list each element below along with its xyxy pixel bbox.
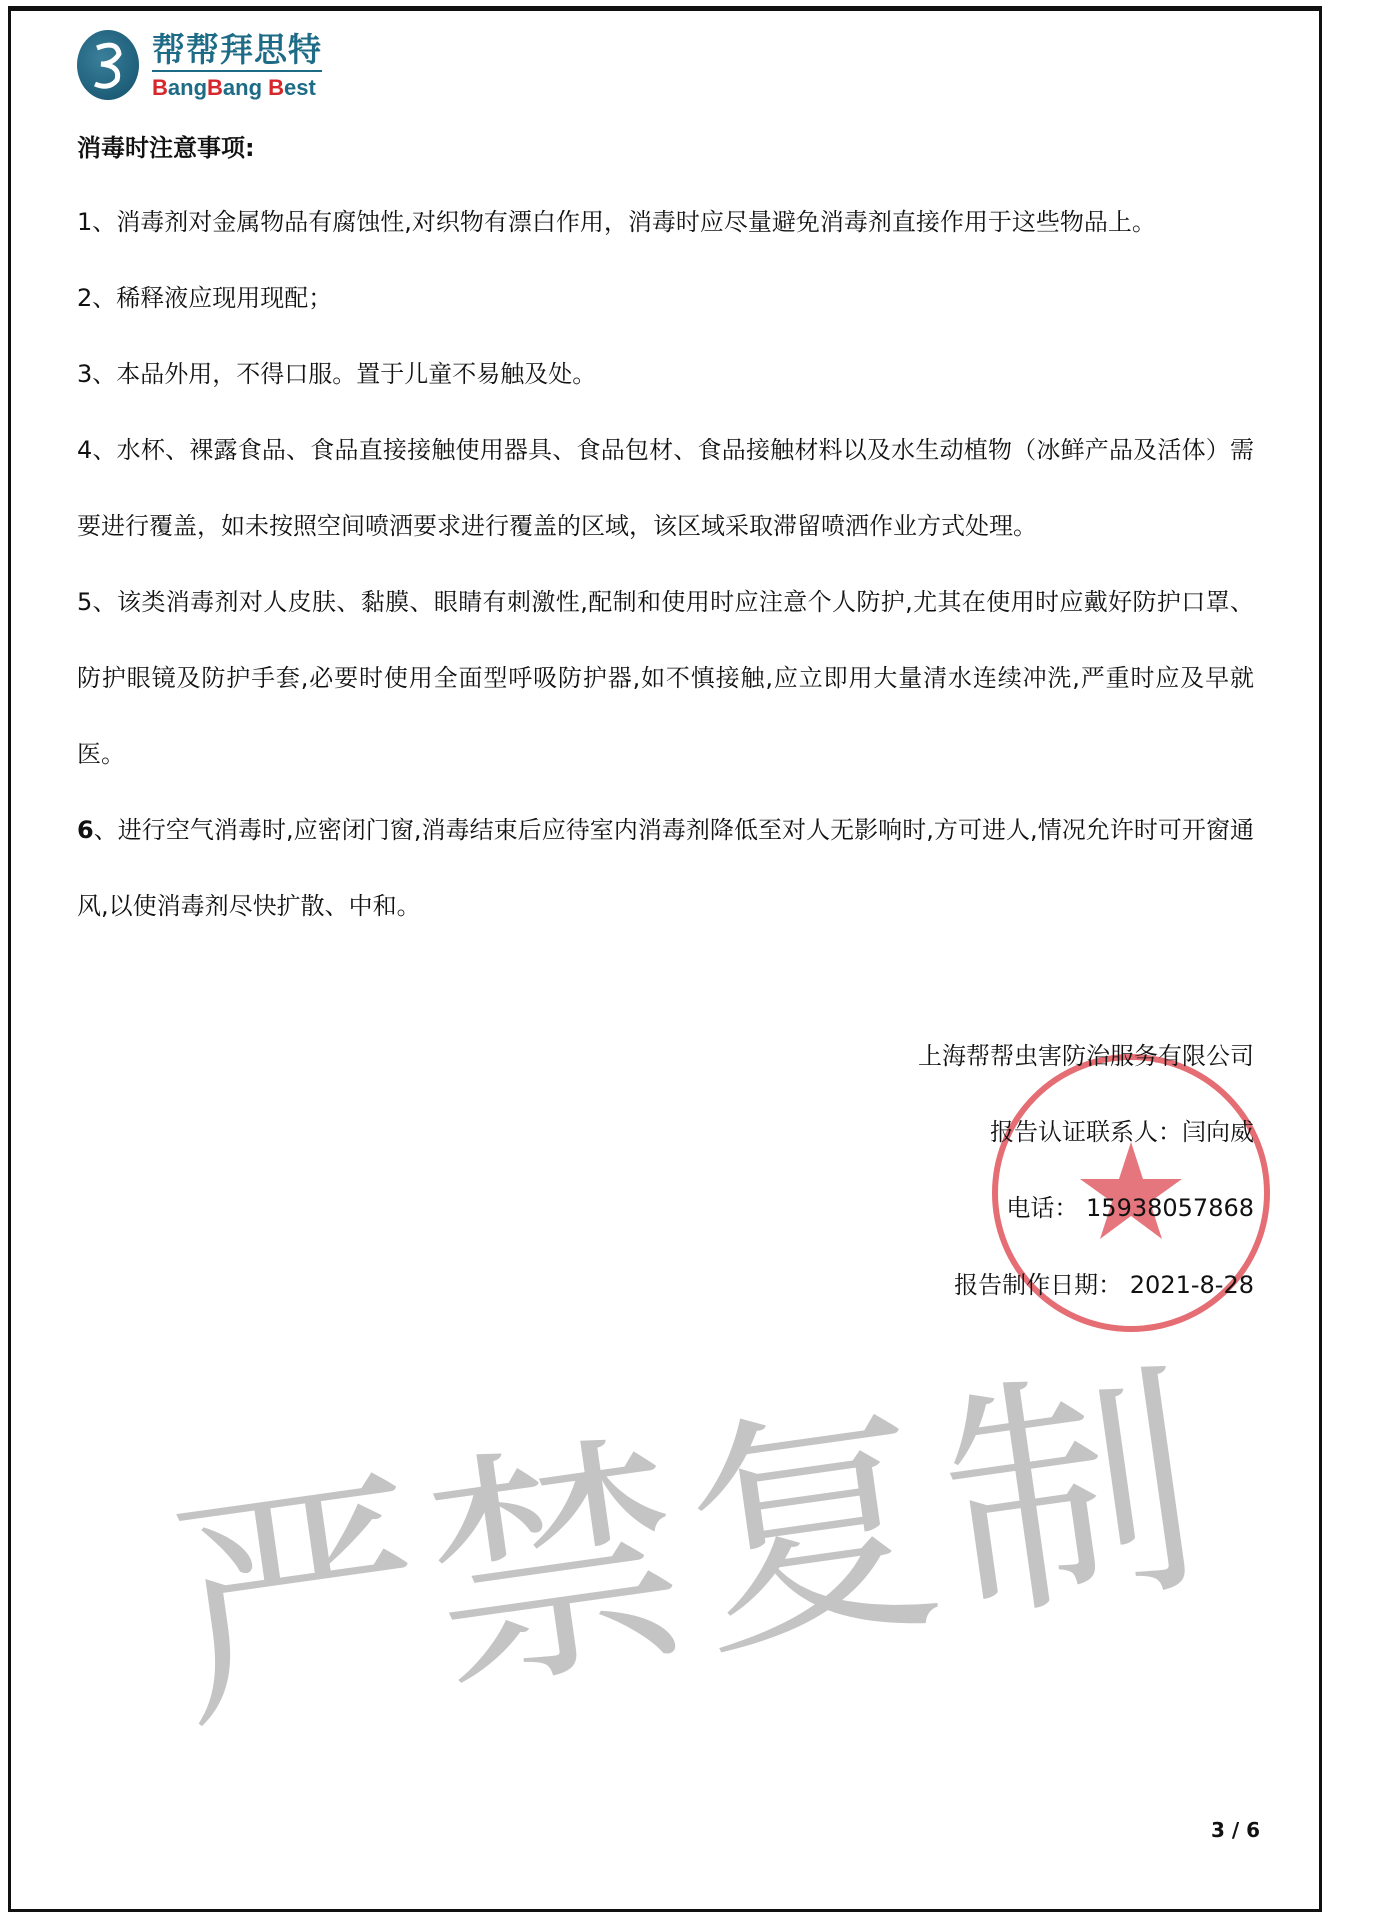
logo-emblem-icon: [77, 30, 139, 100]
list-item: 1、消毒剂对金属物品有腐蚀性,对织物有漂白作用，消毒时应尽量避免消毒剂直接作用于这些物品上。: [77, 208, 1156, 236]
logo-chinese-name: 帮帮拜思特: [152, 30, 322, 72]
list-item: 2、稀释液应现用现配；: [77, 284, 333, 312]
list-item: 6、进行空气消毒时,应密闭门窗,消毒结束后应待室内消毒剂降低至对人无影响时,方可进人,情况允许时可开窗通风,以使消毒剂尽快扩散、中和。: [77, 816, 1254, 920]
page-number: 3 / 6: [1211, 1818, 1261, 1842]
list-item: 3、本品外用，不得口服。置于儿童不易触及处。: [77, 360, 597, 388]
list-item: 5、该类消毒剂对人皮肤、黏膜、眼睛有刺激性,配制和使用时应注意个人防护,尤其在使用时应戴好防护口罩、防护眼镜及防护手套,必要时使用全面型呼吸防护器,如不慎接触,应立即用大量清水连续冲洗,严重时应及早就医。: [77, 588, 1254, 768]
company-name: 上海帮帮虫害防治服务有限公司: [918, 1042, 1254, 1070]
company-logo: [77, 30, 337, 100]
phone-number: 电话： 15938057868: [1006, 1194, 1254, 1222]
list-item: 4、水杯、裸露食品、食品直接接触使用器具、食品包材、食品接触材料以及水生动植物（冰鲜产品及活体）需要进行覆盖，如未按照空间喷洒要求进行覆盖的区域，该区域采取滞留喷洒作业方式处理。: [77, 436, 1254, 540]
precautions-list: [77, 184, 1254, 944]
watermark: 严禁复制: [154, 1333, 1226, 1766]
logo-english-name: BangBang Best: [152, 75, 316, 100]
section-heading: 消毒时注意事项:: [77, 134, 255, 162]
contact-person: 报告认证联系人：闫向威: [990, 1118, 1254, 1146]
report-date: 报告制作日期： 2021-8-28: [954, 1271, 1254, 1299]
